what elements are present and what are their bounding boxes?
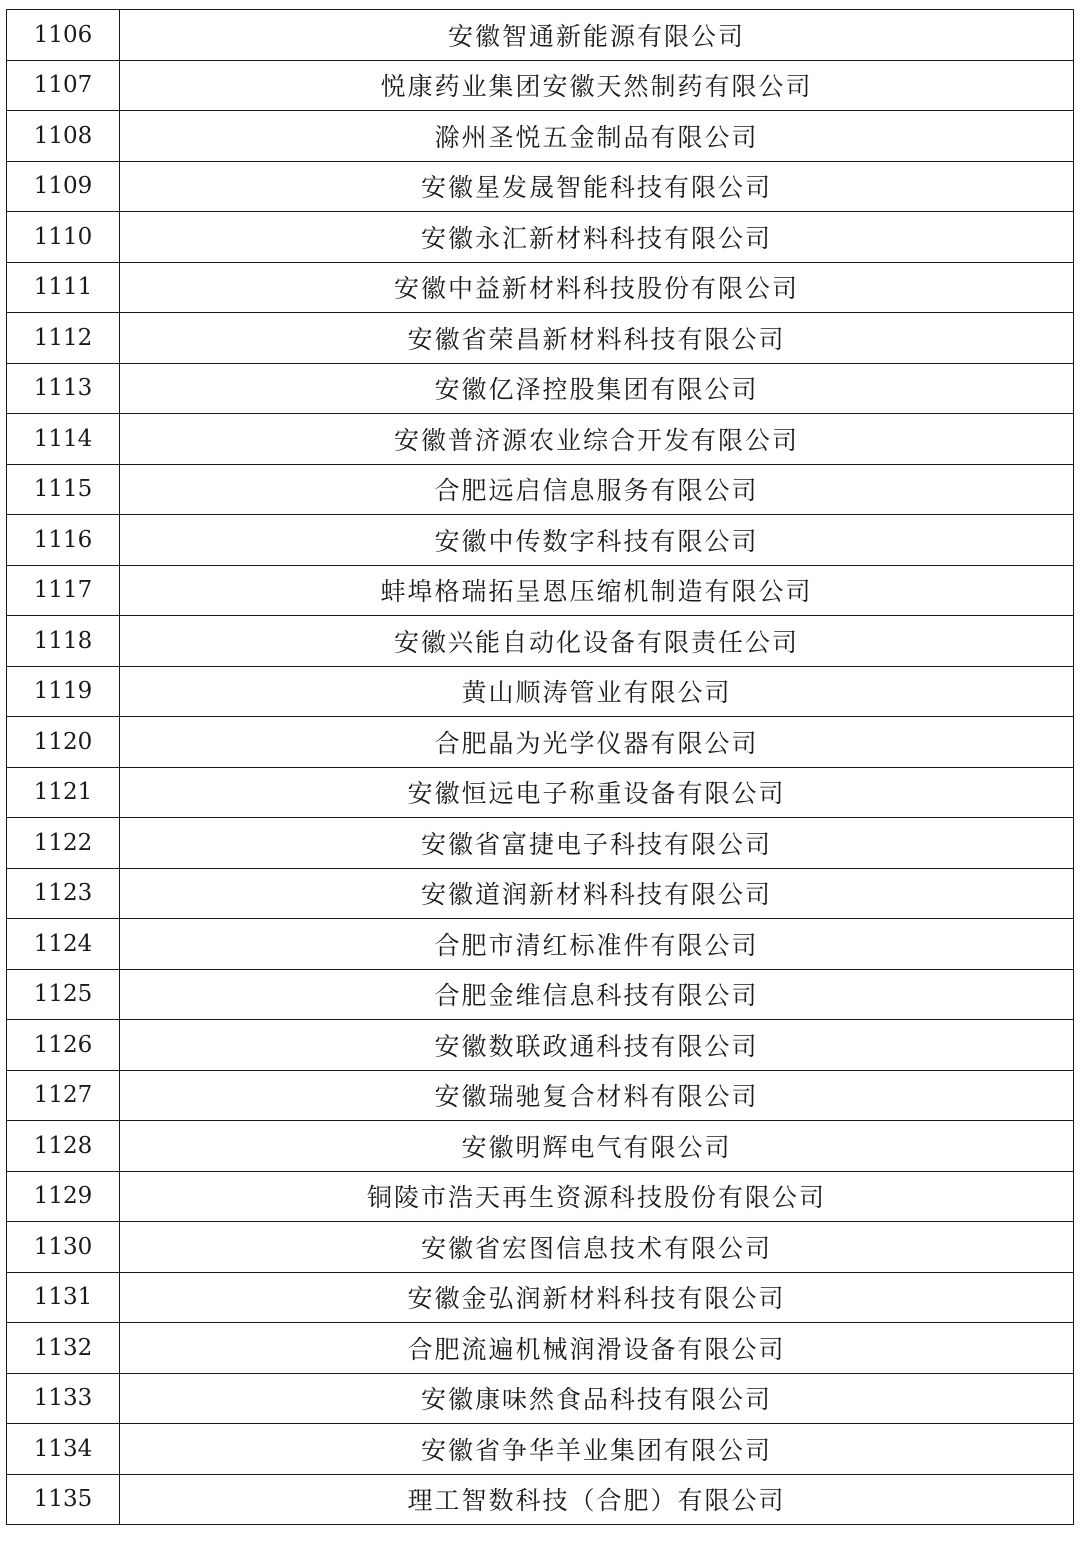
company-name-cell: 安徽明辉电气有限公司 (120, 1121, 1074, 1172)
table-row (7, 1323, 1074, 1374)
row-number-cell: 1109 (7, 161, 120, 212)
company-name-cell: 安徽恒远电子称重设备有限公司 (120, 767, 1074, 818)
row-number-cell: 1112 (7, 313, 120, 364)
table-row (7, 10, 1074, 61)
row-number-cell: 1108 (7, 111, 120, 162)
table-row (7, 818, 1074, 869)
row-number-cell: 1127 (7, 1070, 120, 1121)
table-row (7, 1373, 1074, 1424)
row-number-cell: 1134 (7, 1424, 120, 1475)
row-number-cell: 1133 (7, 1373, 120, 1424)
row-number-cell: 1111 (7, 262, 120, 313)
row-number-cell: 1132 (7, 1323, 120, 1374)
table-row (7, 1272, 1074, 1323)
row-number-cell: 1113 (7, 363, 120, 414)
table-row (7, 1070, 1074, 1121)
row-number-cell: 1123 (7, 868, 120, 919)
company-name-cell: 安徽中传数字科技有限公司 (120, 515, 1074, 566)
table-row (7, 1020, 1074, 1071)
company-name-cell: 合肥金维信息科技有限公司 (120, 969, 1074, 1020)
company-name-cell: 安徽永汇新材料科技有限公司 (120, 212, 1074, 263)
row-number-cell: 1121 (7, 767, 120, 818)
row-number-cell: 1131 (7, 1272, 120, 1323)
company-name-cell: 理工智数科技（合肥）有限公司 (120, 1474, 1074, 1525)
company-name-cell: 安徽智通新能源有限公司 (120, 10, 1074, 61)
table-row (7, 868, 1074, 919)
company-name-cell: 合肥流遍机械润滑设备有限公司 (120, 1323, 1074, 1374)
row-number-cell: 1110 (7, 212, 120, 263)
company-name-cell: 安徽星发晟智能科技有限公司 (120, 161, 1074, 212)
company-name-cell: 安徽省宏图信息技术有限公司 (120, 1222, 1074, 1273)
table-row (7, 161, 1074, 212)
row-number-cell: 1117 (7, 565, 120, 616)
table-row (7, 767, 1074, 818)
company-name-cell: 安徽金弘润新材料科技有限公司 (120, 1272, 1074, 1323)
table-row (7, 60, 1074, 111)
table-row (7, 616, 1074, 667)
table-row (7, 666, 1074, 717)
company-name-cell: 安徽瑞驰复合材料有限公司 (120, 1070, 1074, 1121)
company-name-cell: 安徽省荣昌新材料科技有限公司 (120, 313, 1074, 364)
table-row (7, 464, 1074, 515)
table-row (7, 363, 1074, 414)
row-number-cell: 1106 (7, 10, 120, 61)
row-number-cell: 1126 (7, 1020, 120, 1071)
company-name-cell: 合肥远启信息服务有限公司 (120, 464, 1074, 515)
company-name-cell: 滁州圣悦五金制品有限公司 (120, 111, 1074, 162)
company-name-cell: 安徽普济源农业综合开发有限公司 (120, 414, 1074, 465)
company-name-cell: 蚌埠格瑞拓呈恩压缩机制造有限公司 (120, 565, 1074, 616)
row-number-cell: 1125 (7, 969, 120, 1020)
company-name-cell: 安徽省争华羊业集团有限公司 (120, 1424, 1074, 1475)
table-row (7, 262, 1074, 313)
company-table (6, 9, 1074, 1525)
row-number-cell: 1130 (7, 1222, 120, 1273)
company-name-cell: 安徽康味然食品科技有限公司 (120, 1373, 1074, 1424)
company-name-cell: 铜陵市浩天再生资源科技股份有限公司 (120, 1171, 1074, 1222)
row-number-cell: 1120 (7, 717, 120, 768)
company-list-document (6, 9, 1074, 1525)
row-number-cell: 1124 (7, 919, 120, 970)
company-name-cell: 安徽道润新材料科技有限公司 (120, 868, 1074, 919)
company-name-cell: 安徽中益新材料科技股份有限公司 (120, 262, 1074, 313)
company-name-cell: 悦康药业集团安徽天然制药有限公司 (120, 60, 1074, 111)
company-name-cell: 合肥晶为光学仪器有限公司 (120, 717, 1074, 768)
company-name-cell: 黄山顺涛管业有限公司 (120, 666, 1074, 717)
table-row (7, 414, 1074, 465)
row-number-cell: 1114 (7, 414, 120, 465)
table-row (7, 212, 1074, 263)
table-row (7, 1171, 1074, 1222)
table-row (7, 565, 1074, 616)
row-number-cell: 1128 (7, 1121, 120, 1172)
row-number-cell: 1116 (7, 515, 120, 566)
table-row (7, 919, 1074, 970)
row-number-cell: 1118 (7, 616, 120, 667)
row-number-cell: 1129 (7, 1171, 120, 1222)
row-number-cell: 1107 (7, 60, 120, 111)
table-row (7, 515, 1074, 566)
table-row (7, 1474, 1074, 1525)
row-number-cell: 1119 (7, 666, 120, 717)
table-row (7, 969, 1074, 1020)
table-row (7, 1424, 1074, 1475)
company-name-cell: 合肥市清红标准件有限公司 (120, 919, 1074, 970)
row-number-cell: 1115 (7, 464, 120, 515)
table-row (7, 1121, 1074, 1172)
table-row (7, 111, 1074, 162)
company-name-cell: 安徽兴能自动化设备有限责任公司 (120, 616, 1074, 667)
company-name-cell: 安徽亿泽控股集团有限公司 (120, 363, 1074, 414)
company-name-cell: 安徽数联政通科技有限公司 (120, 1020, 1074, 1071)
table-body (7, 10, 1074, 1525)
table-row (7, 717, 1074, 768)
row-number-cell: 1122 (7, 818, 120, 869)
company-name-cell: 安徽省富捷电子科技有限公司 (120, 818, 1074, 869)
table-row (7, 313, 1074, 364)
row-number-cell: 1135 (7, 1474, 120, 1525)
table-row (7, 1222, 1074, 1273)
